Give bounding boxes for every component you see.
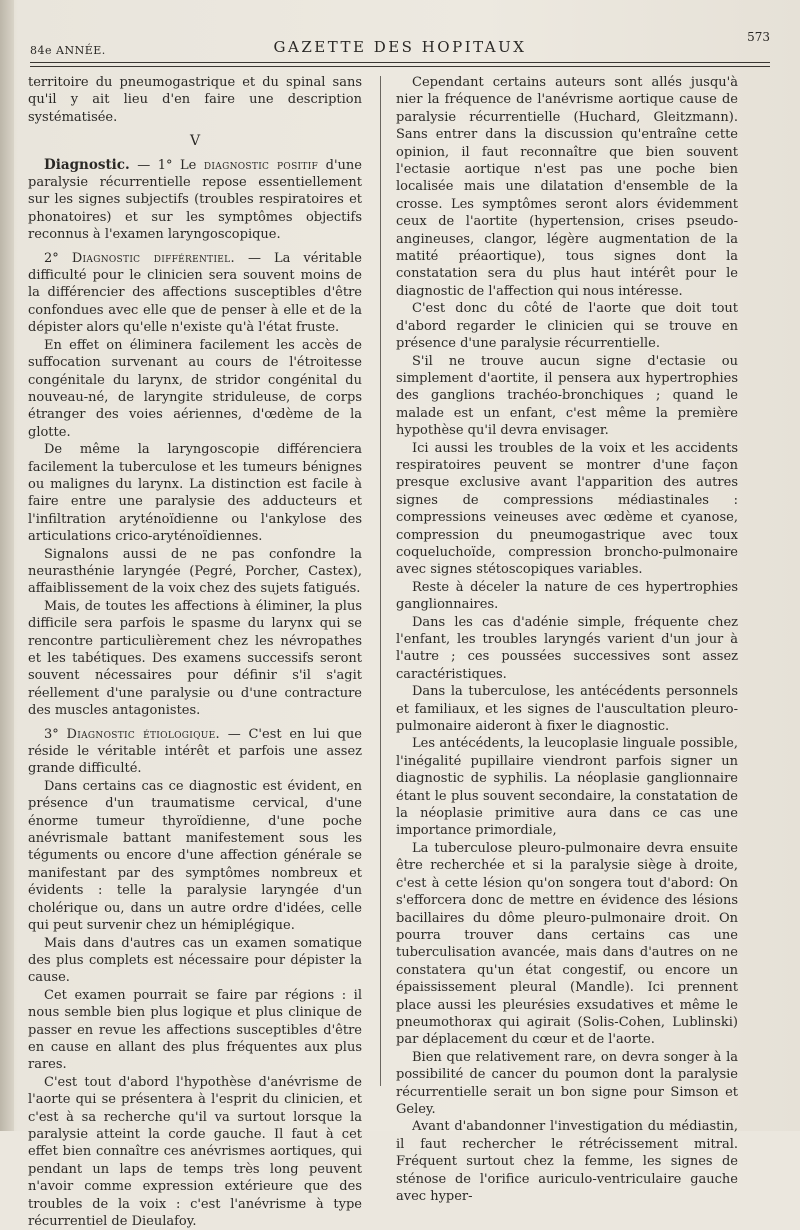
paragraph-text: — La véritable difficulté pour le clinicien sera souvent moins de la différencier des affections susceptibles d'être confondues avec elle que de penser à elle et de la dépister alors qu'elle n'existe qu'à l'état fruste. (28, 250, 362, 336)
year-label: 84e ANNÉE. (30, 44, 106, 57)
right-column (396, 74, 738, 1205)
page-binding-edge (0, 0, 14, 1131)
paragraph: Reste à déceler la nature de ces hypertrophies ganglionnaires. (396, 579, 738, 613)
paragraph: Avant d'abandonner l'investigation du médiastin, il faut rechercher le rétrécissement mitral. Fréquent surtout chez la femme, les signes de sténose de l'orifice auriculo-ventriculaire gauche avec hyper- (396, 1119, 738, 1204)
paragraph: Les antécédents, la leucoplasie linguale possible, l'inégalité pupillaire viendront parfois signer un diagnostic de syphilis. La néoplasie ganglionnaire étant le plus souvent secondaire, la constatation de la néoplasie primitive aura dans ce cas une importance primordiale, (396, 736, 738, 839)
paragraph-text: d'une paralysie récurrentielle repose essentiellement sur les signes subjectifs (troubles respiratoires et phonatoires) et sur les symptômes objectifs reconnus à l'examen laryngoscopique. (28, 157, 362, 243)
paragraph-diagnostic-differentiel (28, 250, 362, 337)
item-number: 2° (44, 250, 59, 266)
header-rule-thin (30, 66, 770, 67)
paragraph: De même la laryngoscopie différenciera facilement la tuberculose et les tumeurs bénignes ou malignes du larynx. La distinction est facile à faire entre une paralysie des adducteurs et l'infiltration aryténoïdienne ou l'ankylose des articulations crico-aryténoïdiennes. (28, 442, 362, 545)
subheading: diagnostic positif (203, 157, 319, 173)
page-number: 573 (747, 30, 770, 44)
paragraph: Cependant certains auteurs sont allés jusqu'à nier la fréquence de l'anévrisme aortique cause de paralysie récurrentielle (Huchard, Gleitzmann). Sans entrer dans la discussion qu'entraîne cette opinion, il faut reconnaître que bien souvent l'ectasie aortique n'est pas une poche bien localisée mais une dilatation d'ensemble de la crosse. Les symptômes seront alors évidemment ceux de l'aortite (hypertension, crises pseudo-angineuses, clangor, légère augmentation de la matité préaortique), tous signes dont la constatation sera du plus haut intérêt pour le diagnostic de l'affection qui nous intéresse. (396, 75, 738, 299)
paragraph: Dans la tuberculose, les antécédents personnels et familiaux, et les signes de l'auscultation pleuro-pulmonaire aideront à fixer le diagnostic. (396, 684, 738, 735)
paragraph: Cet examen pourrait se faire par régions : il nous semble bien plus logique et plus clinique de passer en revue les affections susceptibles d'être en cause en allant des plus fréquentes aux plus rares. (28, 987, 362, 1073)
section-heading: Diagnostic. (44, 156, 130, 173)
item-number: 3° (44, 726, 59, 742)
paragraph: Ici aussi les troubles de la voix et les accidents respiratoires peuvent se montrer d'une façon presque exclusive avant l'apparition des autres signes de compressions médiastinales : compressions veineuses avec œdème et cyanose, compression du pneumogastrique avec toux coqueluchoïde, compression broncho-pulmonaire avec signes stétoscopiques variables. (396, 440, 738, 578)
subheading: Diagnostic étiologique. (66, 726, 220, 742)
paragraph-diagnostic-positif (28, 157, 362, 244)
paragraph: Bien que relativement rare, on devra songer à la possibilité de cancer du poumon dont la paralysie récurrentielle serait un bon signe pour Simson et Geley. (396, 1049, 738, 1117)
paragraph: S'il ne trouve aucun signe d'ectasie ou simplement d'aortite, il pensera aux hypertrophies des ganglions trachéo-bronchiques ; quand le malade est un enfant, c'est même la première hypothèse qu'il devra envisager. (396, 353, 738, 439)
paragraph: Dans certains cas ce diagnostic est évident, en présence d'un traumatisme cervical, d'une énorme tumeur thyroïdienne, d'une poche anévrismale battant manifestement sous les téguments ou encore d'une affection générale se manifestant par des symptômes nombreux et évidents : telle la paralysie laryngée d'un cholérique ou, dans un autre ordre d'idées, celle qui peut survenir chez un hémiplégique. (28, 778, 362, 934)
paragraph: La tuberculose pleuro-pulmonaire devra ensuite être recherchée et si la paralysie siège à droite, c'est à cette lésion qu'on songera tout d'abord: On s'efforcera donc de mettre en évidence des lésions bacillaires du dôme pleuro-pulmonaire droit. On pourra trouver dans certains cas une tuberculisation avancée, mais dans d'autres on ne constatera qu'un état congestif, ou encore un épaississement pleural (Mandle). Ici prennent place aussi les pleurésies exsudatives et même le pneumothorax qui agirait (Solis-Cohen, Lublinski) par déplacement du cœur et de l'aorte. (396, 840, 738, 1048)
paragraph: Signalons aussi de ne pas confondre la neurasthénie laryngée (Pegré, Porcher, Castex), affaiblissement de la voix chez des sujets fatigués. (28, 546, 362, 597)
paragraph-diagnostic-etiologique (28, 726, 362, 778)
paragraph: Mais, de toutes les affections à éliminer, la plus difficile sera parfois le spasme du larynx qui se rencontre particulièrement chez les névropathes et les tabétiques. Des examens successifs seront souvent nécessaires pour définir s'il s'agit réellement d'une paralysie ou d'une contracture des muscles antagonistes. (28, 598, 362, 719)
paragraph: En effet on éliminera facilement les accès de suffocation survenant au cours de l'étroitesse congénitale du larynx, de stridor congénital du nouveau-né, de laryngite striduleuse, de corps étranger des voies aériennes, d'œdème de la glotte. (28, 337, 362, 440)
column-divider (380, 76, 381, 1086)
paragraph: territoire du pneumogastrique et du spinal sans qu'il y ait lieu d'en faire une description systématisée. (28, 75, 362, 125)
subheading: Diagnostic différentiel. (71, 250, 235, 266)
paragraph-text: — C'est en lui que réside le véritable intérêt et parfois une assez grande difficulté. (28, 726, 362, 777)
header-rule-thick (30, 62, 770, 63)
paragraph: C'est donc du côté de l'aorte que doit tout d'abord regarder le clinicien qui se trouve en présence d'une paralysie récurrentielle. (396, 301, 738, 352)
section-numeral: V (189, 133, 201, 150)
item-number: — 1° Le (137, 157, 197, 173)
paragraph: C'est tout d'abord l'hypothèse d'anévrisme de l'aorte qui se présentera à l'esprit du clinicien, et c'est à sa recherche qu'il va surtout lorsque la paralysie atteint la corde gauche. Il faut à cet effet bien connaître ces anévrismes aortiques, qui pendant un laps de temps très long peuvent n'avoir comme expression extérieure que des troubles de la voix : c'est l'anévrisme à type récurrentiel de Dieulafoy. (28, 1074, 362, 1229)
page-header (30, 30, 770, 60)
journal-title: GAZETTE DES HOPITAUX (273, 38, 527, 56)
paragraph: Mais dans d'autres cas un examen somatique des plus complets est nécessaire pour dépister la cause. (28, 935, 362, 986)
left-column (28, 74, 362, 1230)
paragraph: Dans les cas d'adénie simple, fréquente chez l'enfant, les troubles laryngés varient d'un jour à l'autre ; ces poussées successives sont assez caractéristiques. (396, 614, 738, 682)
